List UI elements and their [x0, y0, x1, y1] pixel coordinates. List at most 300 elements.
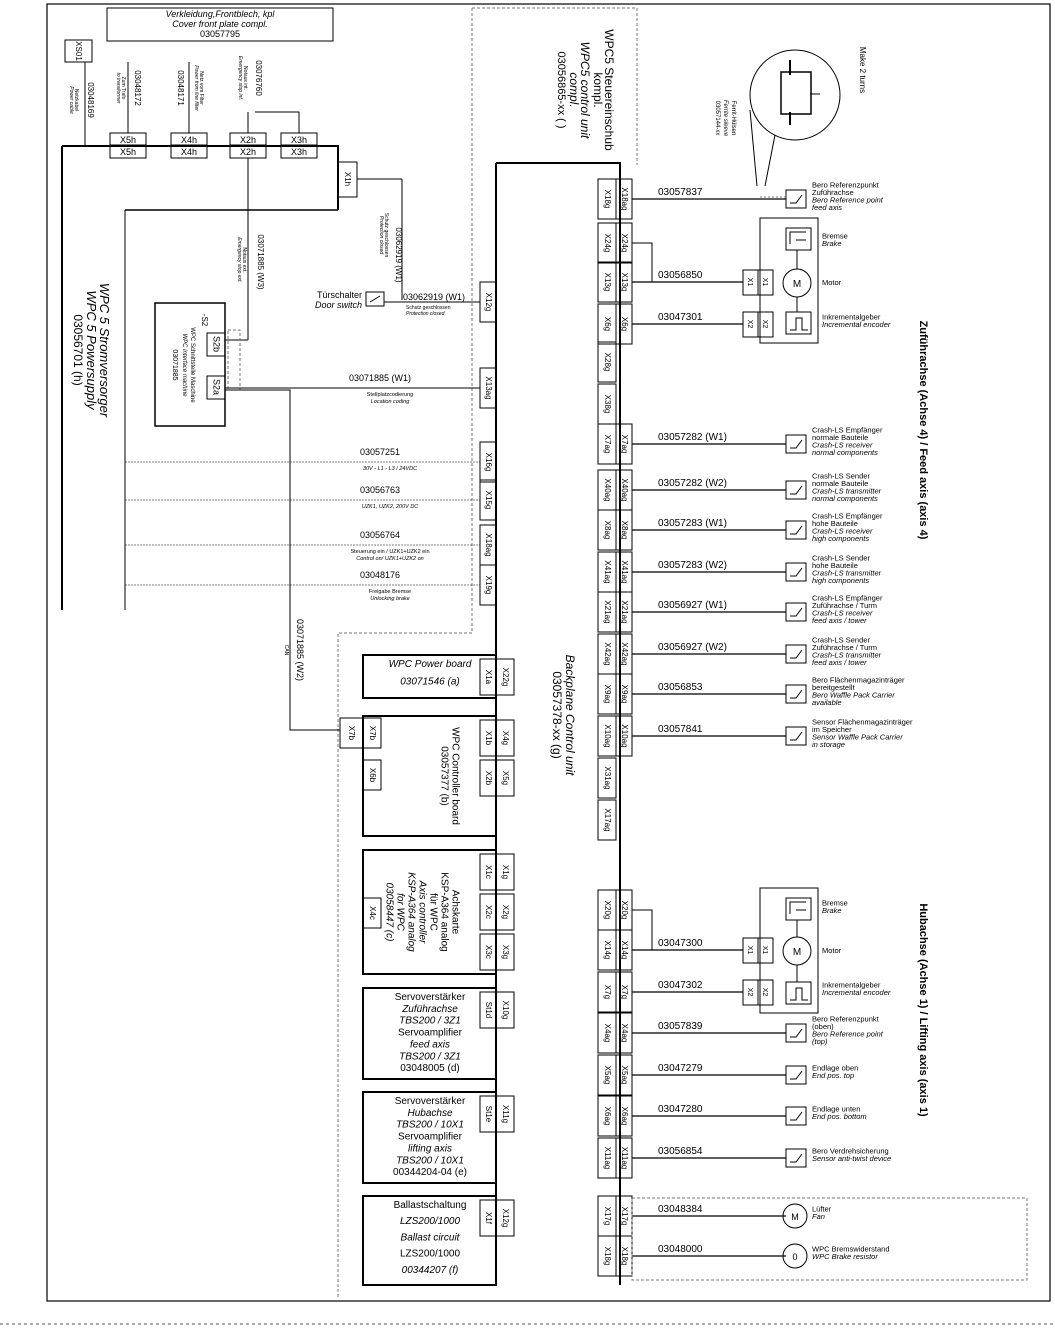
device-label: Bremse [822, 231, 848, 241]
ferrule-line1: Ferrit-Hülsen [730, 100, 736, 136]
device-label: in storage [812, 740, 845, 749]
x4h-label-a: X4h [180, 135, 198, 145]
device-label: normale Bauteile [812, 433, 869, 442]
device-label: Brake [822, 239, 842, 248]
board-line: TBS200 / 3Z1 [399, 1015, 461, 1027]
board-line: für WPC [427, 893, 439, 931]
backplane-connector: X10g [500, 1000, 510, 1020]
x1h-note2: Protection closed [378, 215, 384, 255]
connector-left-label: X38g [602, 394, 612, 414]
device-label: Bero Reference point [812, 195, 883, 205]
backplane-line2: 03057378-xx (g) [550, 671, 564, 759]
control-unit-line1: WPC5 Steuereinschub [602, 29, 616, 151]
device-label: Crash-LS receiver [812, 526, 873, 536]
cable-code: 03047300 [658, 938, 703, 949]
connector-right-label: X5ag [619, 1065, 629, 1085]
cable-code: 03057283 (W2) [658, 560, 727, 571]
device-symbol [786, 521, 806, 539]
connector-right-label: X40ag [619, 478, 629, 502]
connector-left-label: X5ag [602, 1065, 612, 1085]
right-connector-7 [598, 470, 882, 510]
connector-right-label: X8ag [619, 520, 629, 540]
connector-left-label: X13g [602, 272, 612, 292]
connector-right-label: X17g [619, 1206, 629, 1226]
backplane-connector: X12g [500, 1208, 510, 1228]
board-line: 00344207 (f) [401, 1264, 459, 1276]
backplane-connector: X3g [500, 944, 510, 960]
x4h-note2: Power from line filter [193, 65, 199, 111]
board-line: TBS200 / 10X1 [396, 1155, 464, 1167]
right-connector-15 [598, 800, 616, 840]
device-label: Bero Referenzpunkt [812, 180, 879, 190]
x1h-label: X1h [342, 171, 352, 187]
board-line: Ballastschaltung [393, 1200, 467, 1211]
feed-x1b: X1 [761, 277, 769, 287]
connector-right-label: X4ag [619, 1023, 629, 1043]
device-label: available [812, 698, 842, 707]
left-link-note: Location coding [370, 399, 410, 405]
board-line: TBS200 / 10X1 [396, 1119, 464, 1131]
connector-left-label: X21ag [602, 600, 612, 624]
connector-right-label: X42ag [619, 642, 629, 666]
right-connector-5 [598, 384, 616, 424]
board-line: TBS200 / 3Z1 [399, 1051, 461, 1063]
w3-note2: Emergency stop ext. [236, 237, 242, 283]
device-label: Incremental encoder [822, 988, 891, 997]
right-connector-12 [598, 674, 905, 714]
left-link-x13ag [225, 368, 496, 408]
board-1 [363, 716, 514, 836]
board-extra-connector: X7b [367, 725, 377, 741]
xs01-note1: Netzkabel [73, 88, 79, 112]
board-line: KSP-A364 analog [438, 872, 450, 952]
device-label: hohe Bauteile [812, 519, 858, 528]
ferrule-line3: 03057144-xx [714, 100, 720, 136]
device-label: Lüfter [812, 1204, 832, 1214]
right-connector-10 [598, 592, 883, 632]
board-line: 03071546 (a) [400, 676, 460, 688]
cable-code: 03057283 (W1) [658, 518, 727, 529]
connector-right-label: X6ag [619, 1106, 629, 1126]
s2a-label: S2a [211, 378, 222, 396]
device-label: Zuführachse / Turm [812, 601, 878, 610]
feed-motor-assembly [743, 218, 818, 343]
board-extra-connector: X4c [367, 906, 377, 920]
backplane-connector: X5g [500, 770, 510, 786]
connector-left-label: X17ag [602, 808, 612, 832]
feed-axis-title: Zuführachse (Achse 4) / Feed axis (axis 4) [917, 320, 929, 540]
board-line: Zuführachse [402, 1003, 458, 1015]
device-label: Incremental encoder [822, 320, 891, 329]
x3h-label-b: X3h [290, 147, 308, 157]
x5h-label-a: X5h [119, 135, 137, 145]
connector-left-label: X42ag [602, 642, 612, 666]
left-link-note: Steuerung ein / UZK1+UZK2 ein [350, 549, 430, 555]
control-unit-line4: compl. [567, 72, 581, 108]
connector-right-label: X18ag [619, 187, 629, 211]
board-connector: X1f [483, 1211, 493, 1225]
door-switch-note1: Schutz geschlossen [406, 305, 451, 311]
backplane-connector: X11g [500, 1104, 510, 1124]
can-cable-note: CAN [283, 644, 289, 656]
board-connector: X1c [483, 865, 493, 879]
lift-axis-title: Hubachse (Achse 1) / Lifting axis (axis 1) [917, 903, 929, 1117]
x12g-left-label: X12g [483, 292, 493, 312]
device-symbol [786, 645, 806, 663]
cable-code: 03048384 [658, 1204, 703, 1215]
s2-label: -S2 [200, 313, 209, 327]
control-unit-line5: 03056865-xx ( ) [555, 51, 567, 129]
interface-line1: WPC Schnittstelle Maschine [189, 327, 195, 403]
board-line: Achskarte [449, 889, 461, 935]
device-label: Inkrementalgeber [822, 980, 881, 990]
board-connector: St1e [483, 1105, 493, 1123]
board-4 [363, 1092, 514, 1183]
right-connector-0 [598, 179, 884, 219]
cable-code: 03057837 [658, 187, 703, 198]
left-link-note: 30V - L1 - L3 / 24VDC [362, 466, 418, 472]
board-line: lifting axis [408, 1143, 452, 1155]
left-link-code: 03048176 [359, 570, 401, 580]
device-label: Crash-LS receiver [812, 440, 873, 450]
device-label: WPC Brake resistor [812, 1252, 878, 1261]
board-line: Servoverstärker [394, 992, 466, 1003]
device-label: Crash-LS Sender [812, 553, 870, 563]
lift-motor-m: M [792, 947, 802, 958]
interface-line2: WPC interface machine [181, 333, 187, 397]
cable-code: 03056854 [658, 1146, 703, 1157]
device-label: (top) [812, 1037, 828, 1046]
ferrule-line2: Ferrite sleeve [722, 99, 728, 137]
connector-right-label: X21ag [619, 600, 629, 624]
device-label: End pos. bottom [812, 1112, 867, 1121]
device-label: Crash-LS Sender [812, 471, 870, 481]
right-connector-11 [598, 634, 882, 674]
connector-right-label: X7g [619, 984, 629, 1000]
left-link-connector: X15g [483, 490, 493, 510]
device-symbol-text: M [791, 1212, 799, 1222]
right-connector-18 [598, 972, 891, 1012]
board-line: Servoamplifier [398, 1027, 462, 1039]
left-link-note: Stellplatzcodierung [366, 392, 414, 398]
x2h-label-a: X2h [239, 135, 257, 145]
left-link-code: 03056764 [359, 530, 401, 540]
right-connector-17 [598, 930, 842, 970]
lift-x2a: X2 [746, 987, 754, 997]
connector-right-label: X24g [619, 233, 629, 253]
device-label: Sensor anti-twist device [812, 1154, 892, 1163]
ferrule-turns: Make 2 turns [858, 46, 867, 94]
connector-right-label: X7ag [619, 434, 629, 454]
cable-code: 03056927 (W1) [658, 600, 727, 611]
device-symbol [786, 685, 806, 703]
interface-line3: 03071885 [171, 349, 178, 381]
right-connector-3 [598, 304, 891, 344]
backplane-connector: X22g [500, 667, 510, 687]
x5h-label-b: X5h [119, 147, 137, 157]
connector-left-label: X11ag [602, 1146, 612, 1170]
connector-right-label: X9ag [619, 684, 629, 704]
connector-left-label: X8ag [602, 520, 612, 540]
x4h-note1: Netz vom Filter [198, 71, 204, 105]
connector-left-label: X4ag [602, 1023, 612, 1043]
backplane-connector: X2g [500, 904, 510, 920]
right-connector-4 [598, 342, 616, 382]
board-line: LZS200/1000 [399, 1248, 461, 1260]
board-line: WPC Power board [388, 659, 472, 670]
device-label: Sensor Flächenmagazinträger [812, 717, 913, 727]
device-label: Bero Reference point [812, 1029, 883, 1039]
feed-motor-m: M [792, 279, 802, 290]
connector-right-label: X11ag [619, 1146, 629, 1170]
device-label: WPC Bremswiderstand [812, 1244, 890, 1254]
cable-code: 03048000 [658, 1244, 703, 1255]
device-label: bereitgestellt [812, 683, 855, 692]
boards [340, 655, 514, 1285]
board-line: 03048005 (d) [400, 1063, 460, 1075]
device-symbol [786, 1024, 806, 1042]
cable-code: 03057839 [658, 1021, 703, 1032]
left-link-x15g [125, 480, 496, 520]
connector-left-label: X9ag [602, 684, 612, 704]
device-label: Inkrementalgeber [822, 312, 881, 322]
board-connector: X3c [483, 945, 493, 959]
board-2 [363, 850, 514, 974]
connector-left-label: X6g [602, 316, 612, 332]
left-link-code: 03071885 (W1) [348, 373, 412, 383]
board-line: Servoamplifier [398, 1131, 462, 1143]
feed-x2a: X2 [746, 319, 754, 329]
right-connector-19 [598, 1013, 884, 1053]
cable-code: 03057282 (W1) [658, 432, 727, 443]
x7b-outer-label: X7b [346, 725, 356, 741]
device-label: Crash-LS Empfänger [812, 425, 883, 435]
feed-x1a: X1 [746, 277, 754, 287]
right-connector-20 [598, 1055, 858, 1095]
lift-x2b: X2 [761, 987, 769, 997]
powersupply-line1: WPC 5 Stromversorger [97, 282, 112, 418]
board-connector: X1a [483, 669, 493, 685]
left-link-x16g [125, 442, 496, 482]
left-link-connector: X18ag [483, 533, 493, 557]
device-label: Bremse [822, 898, 848, 908]
board-line: Servoverstärker [394, 1096, 466, 1107]
board-connector: St1d [483, 1001, 493, 1019]
connector-left-label: X6ag [602, 1106, 612, 1126]
device-label: Endlage oben [812, 1063, 859, 1073]
connector-left-label: X18g [602, 1246, 612, 1266]
feed-x2b: X2 [761, 319, 769, 329]
board-3 [363, 988, 514, 1079]
connector-right-label: X13g [619, 272, 629, 292]
door-switch-label2: Door switch [314, 300, 362, 310]
device-label: Crash-LS transmitter [812, 486, 882, 496]
x2h-label-b: X2h [239, 147, 257, 157]
door-switch-code: 03062919 (W1) [403, 292, 466, 302]
x1h-code: 03062919 (W1) [394, 227, 403, 283]
x1h-note1: Schutz geschlossen [383, 212, 389, 258]
device-label: Crash-LS Empfänger [812, 593, 883, 603]
device-label: Endlage unten [812, 1104, 861, 1114]
board-line: Hubachse [407, 1107, 453, 1119]
device-symbol [786, 727, 806, 745]
cable-code: 03057841 [658, 724, 703, 735]
left-link-code: 03057251 [359, 447, 401, 457]
lift-x1b: X1 [761, 945, 769, 955]
cable-code: 03047301 [658, 312, 703, 323]
board-connector: X2c [483, 905, 493, 919]
board-line: LZS200/1000 [399, 1216, 461, 1228]
right-connector-22 [598, 1138, 891, 1178]
device-label: Crash-LS Sender [812, 635, 870, 645]
device-label: Bero Flächenmagazinträger [812, 675, 905, 685]
board-line: WPC Controller board [449, 727, 461, 825]
device-label: Zuführachse [812, 188, 854, 197]
device-symbol [786, 603, 806, 621]
board-line: 03058447 (c) [383, 882, 395, 942]
device-symbol [786, 435, 806, 453]
connector-left-label: X18g [602, 189, 612, 209]
device-label: Bero Referenzpunkt [812, 1014, 879, 1024]
device-label: Bero Waffle Pack Carrier [812, 690, 895, 700]
connector-left-label: X31ag [602, 766, 612, 790]
connector-left-label: X28g [602, 352, 612, 372]
connector-left-label: X40ag [602, 478, 612, 502]
cable-code: 03056853 [658, 682, 703, 693]
connector-left-label: X41ag [602, 560, 612, 584]
board-line: 03057377 (b) [438, 746, 450, 806]
connector-left-label: X17g [602, 1206, 612, 1226]
board-0 [363, 655, 514, 698]
device-label: Crash-LS transmitter [812, 568, 882, 578]
cable-code: 03056850 [658, 270, 703, 281]
backplane-connector: X4g [500, 730, 510, 746]
right-connector-2 [598, 262, 842, 302]
device-label: high components [812, 576, 870, 585]
connector-left-label: X14g [602, 940, 612, 960]
board-connector: X1b [483, 730, 493, 746]
device-label: hohe Bauteile [812, 561, 858, 570]
cover-plate-line3: 03057795 [199, 29, 241, 39]
x5h-code: 03048172 [133, 70, 142, 106]
right-connector-24 [598, 1236, 890, 1276]
cable-code: 03056927 (W2) [658, 642, 727, 653]
device-label: im Speicher [812, 725, 852, 734]
s2b-label: S2b [211, 335, 222, 353]
cable-code: 03047302 [658, 980, 703, 991]
connector-left-label: X10ag [602, 724, 612, 748]
cover-plate-line2: Cover front plate compl. [172, 19, 268, 29]
board-line: feed axis [409, 1039, 451, 1051]
device-label: (oben) [812, 1022, 834, 1031]
board-5 [363, 1196, 514, 1285]
connector-left-label: X20g [602, 900, 612, 920]
left-link-connector: X16g [483, 452, 493, 472]
connector-right-label: X6g [619, 316, 629, 332]
device-symbol [786, 481, 806, 499]
device-label: feed axis [812, 203, 843, 212]
board-connector: X2b [483, 770, 493, 786]
board-line: for WPC [394, 893, 406, 931]
left-link-code: 03056763 [359, 485, 401, 495]
cable-code: 03047279 [658, 1063, 703, 1074]
door-switch-note2: Protection closed [406, 311, 445, 317]
device-label: feed axis / tower [812, 658, 867, 667]
cable-code: 03047280 [658, 1104, 703, 1115]
device-label: Fan [812, 1212, 825, 1221]
control-unit-line2: kompl. [591, 72, 605, 108]
powersupply-line3: 03056701 (h) [71, 314, 85, 386]
device-label: normal components [812, 448, 878, 457]
board-extra-connector: X6b [367, 767, 377, 783]
device-label: high components [812, 534, 870, 543]
x2h-code: 03076760 [254, 60, 263, 96]
left-link-connector: X13ag [483, 376, 493, 400]
x5h-note2: to transformer [115, 72, 121, 104]
right-connector-21 [598, 1096, 867, 1136]
device-label: Sensor Waffle Pack Carrier [812, 732, 903, 742]
connector-left-label: X7ag [602, 434, 612, 454]
x3h-label-a: X3h [290, 135, 308, 145]
right-connector-13 [598, 716, 913, 756]
drawing-frame [47, 4, 1050, 1301]
x5h-note1: Zum Trafo [120, 76, 126, 100]
device-label: End pos. top [812, 1071, 855, 1080]
w3-code: 03071885 (W3) [256, 234, 265, 290]
xs01-note2: Power cable [68, 86, 74, 114]
device-label: normal components [812, 494, 878, 503]
device-label: Brake [822, 906, 842, 915]
device-label: Motor [822, 278, 842, 287]
connector-left-label: X7g [602, 984, 612, 1000]
device-symbol-text: 0 [792, 1252, 798, 1262]
connector-right-label: X10ag [619, 724, 629, 748]
device-label: feed axis / tower [812, 616, 867, 625]
cable-code: 03057282 (W2) [658, 478, 727, 489]
xs01-code: 03048169 [86, 82, 95, 118]
x2h-note2: Emergency stop int. [237, 55, 243, 101]
lift-motor-assembly [743, 888, 818, 1013]
right-connectors [598, 179, 913, 1276]
left-link-note: Freigabe Bremse [368, 589, 412, 595]
left-link-note: Unlocking brake [370, 596, 410, 602]
right-connector-8 [598, 510, 883, 550]
device-label: Crash-LS Empfänger [812, 511, 883, 521]
left-link-x19g [125, 565, 496, 605]
device-label: Zuführachse / Turm [812, 643, 878, 652]
left-link-note: UZK1, UZK2, 200V DC [361, 504, 419, 510]
powersupply-line2: WPC 5 Powersupply [84, 290, 99, 410]
door-switch-label1: Türschalter [316, 290, 362, 300]
device-label: Crash-LS transmitter [812, 650, 882, 660]
device-symbol [786, 190, 806, 208]
can-cable-code: 03071885 (W2) [295, 618, 305, 682]
lift-x1a: X1 [746, 945, 754, 955]
x4h-code: 03048171 [176, 70, 185, 106]
right-connector-9 [598, 552, 882, 592]
connector-right-label: X14g [619, 940, 629, 960]
left-link-connector: X19g [483, 575, 493, 595]
ferrule-detail-circle [750, 50, 840, 140]
cover-plate-line1: Verkleidung,Frontblech, kpl [165, 9, 275, 19]
connector-right-label: X41ag [619, 560, 629, 584]
w3-note1: Notaus ext. [241, 247, 247, 273]
backplane-line1: Backplane Control unit [563, 654, 577, 776]
right-connector-6 [598, 424, 883, 464]
device-label: Motor [822, 946, 842, 955]
control-unit-line3: WPC5 control unit [578, 41, 592, 139]
right-connector-23 [598, 1196, 832, 1236]
